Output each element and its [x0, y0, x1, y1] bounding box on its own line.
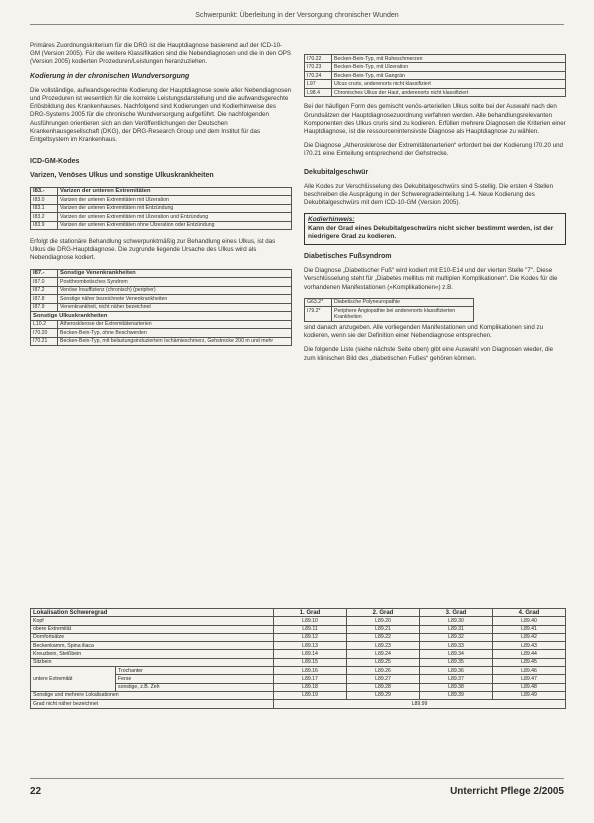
code-cell: I87.0	[31, 278, 58, 286]
header-cell: Lokalisation Schweregrad	[31, 609, 274, 617]
table-row	[31, 295, 292, 303]
code-cell: L89.99	[274, 700, 566, 708]
location-cell: untere Extremität	[31, 667, 116, 692]
heading-diabetischer-fuss: Diabetisches Fußsyndrom	[304, 252, 392, 260]
desc-cell: Becken-Bein-Typ, mit Ulzeration	[332, 63, 566, 71]
table-row	[31, 221, 292, 229]
heading-dekubitus: Dekubitalgeschwür	[304, 168, 369, 176]
sublocation-cell: Trochanter	[116, 667, 274, 675]
desc-cell: Venenkrankheit, nicht näher bezeichnet	[58, 303, 292, 311]
header-cell: 2. Grad	[347, 609, 420, 617]
desc-cell: Varizen der unteren Extremitäten mit Entzündung	[58, 204, 292, 212]
table-row	[305, 88, 566, 96]
location-cell: Kopf	[31, 617, 274, 625]
code-cell: I83.2	[31, 213, 58, 221]
table-row	[31, 329, 292, 337]
desc-cell: Becken-Bein-Typ, ohne Beschwerden	[58, 329, 292, 337]
paragraph-list-reference: Die folgende Liste (siehe nächste Seite oben) gibt eine Auswahl von Diagnosen wieder, die zum klinischen Bild des „diabetischen Fußes“ gehören können.	[304, 346, 554, 362]
right-column	[304, 54, 566, 369]
dekubitus-code-table-wrapper	[30, 608, 566, 709]
table-row	[31, 204, 292, 212]
location-cell: Grad nicht näher bezeichnet	[31, 700, 274, 708]
code-cell: I70.24	[305, 71, 332, 79]
code-cell: L89.39	[420, 691, 493, 699]
table-row	[31, 312, 292, 320]
code-cell: L89.38	[420, 683, 493, 691]
code-cell: L89.26	[347, 667, 420, 675]
desc-cell: Atherosklerose der Extremitätenarterien	[58, 320, 292, 328]
code-cell: L89.37	[420, 675, 493, 683]
paragraph-mixed-ulcus: Bei der häufigen Form des gemischt venös-arteriellen Ulkus sollte bei der Auswahl nach den Grundsätzen der Hauptdiagnosezuordnung verfahren werden. Alle behandlungsrelevanten Komponenten des Ulkus cruris sind zu kodieren. Erfüllen mehrere Diagnosen die Kriterien einer Hauptdiagnose, ist die ressourcenintensivste Diagnose als Hauptdiagnose zu wählen.	[304, 103, 566, 136]
paragraph-dekubitus: Alle Kodes zur Verschlüsselung des Dekubitalgeschwürs sind 5-stellig. Die ersten 4 Stellen beschreiben die Ausprägung in der Schweregradeinteilung 1-4. Neue Kodierung des Dekubitalgeschwürs mit dem ICD-10-GM (Version 2005).	[304, 182, 554, 207]
table-row	[31, 625, 566, 633]
atherosklerose-table	[304, 54, 566, 97]
paragraph-atherosklerose: Die Diagnose „Atherosklerose der Extremitätenarterien“ erfordert bei der Kodierung I70.20 und I70.21 eine Einteilung entsprechend der Gehstrecke.	[304, 142, 563, 158]
code-cell: L89.20	[347, 617, 420, 625]
code-cell: L89.31	[420, 625, 493, 633]
code-cell: L89.32	[420, 633, 493, 641]
code-cell: L89.44	[493, 650, 566, 658]
location-cell: Sonstige und mehrere Lokalisationen	[31, 691, 274, 699]
desc-cell: Venöse Insuffizienz (chronisch) (peripher)	[58, 286, 292, 294]
table-row	[305, 80, 566, 88]
location-cell: Sitzbein	[31, 658, 274, 666]
desc-cell: Periphere Angiopathie bei anderenorts klassifizierten Krankheiten	[332, 307, 474, 322]
heading-varizen: Varizen, Venöses Ulkus und sonstige Ulkuskrankheiten	[30, 172, 214, 180]
manifestation-table	[304, 298, 474, 322]
table-row	[31, 337, 292, 345]
footer-divider	[30, 778, 564, 779]
table-row	[31, 213, 292, 221]
dekubitus-code-table	[30, 608, 566, 709]
code-cell: L89.48	[493, 683, 566, 691]
code-cell: I70.22	[305, 55, 332, 63]
code-cell: L89.27	[347, 675, 420, 683]
desc-cell: Sonstige Venenkrankheiten	[58, 269, 292, 277]
publication-title: Unterricht Pflege 2/2005	[450, 786, 564, 797]
table-row	[305, 55, 566, 63]
varizen-table	[30, 187, 292, 230]
table-header-row	[31, 609, 566, 617]
code-cell: L89.43	[493, 642, 566, 650]
code-cell: L89.46	[493, 667, 566, 675]
desc-cell: Varizen der unteren Extremitäten ohne Ulzeration oder Entzündung	[58, 221, 292, 229]
code-cell: I70.21	[31, 337, 58, 345]
header-divider	[30, 24, 564, 25]
code-cell: L89.14	[274, 650, 347, 658]
code-cell: L97	[305, 80, 332, 88]
desc-cell: Becken-Bein-Typ, mit Gangrän	[332, 71, 566, 79]
code-cell: L98.4	[305, 88, 332, 96]
coding-hint-box	[304, 213, 566, 245]
desc-cell: Becken-Bein-Typ, mit Ruheschmerzen	[332, 55, 566, 63]
code-cell: L89.23	[347, 642, 420, 650]
code-cell: L10.2	[31, 320, 58, 328]
header-cell: 1. Grad	[274, 609, 347, 617]
location-cell: obere Extremität	[31, 625, 274, 633]
subheading-kodierung: Kodierung in der chronischen Wundversorgung	[30, 72, 190, 80]
desc-cell: Varizen der unteren Extremitäten mit Ulzeration und Entzündung	[58, 213, 292, 221]
code-cell: L89.45	[493, 658, 566, 666]
code-cell: L89.49	[493, 691, 566, 699]
desc-cell: Varizen der unteren Extremitäten	[58, 187, 292, 195]
code-cell: L89.11	[274, 625, 347, 633]
header-cell: 3. Grad	[420, 609, 493, 617]
code-cell: L89.12	[274, 633, 347, 641]
code-cell: L89.25	[347, 658, 420, 666]
table-row	[31, 691, 566, 699]
sublocation-cell: sonstige, z.B. Zeh	[116, 683, 274, 691]
code-cell: L89.22	[347, 633, 420, 641]
table-row	[305, 63, 566, 71]
hint-label: Kodierhinweis:	[308, 216, 355, 224]
table-row	[31, 303, 292, 311]
desc-cell: Postthrombotisches Syndrom	[58, 278, 292, 286]
heading-icd-codes: ICD-GM-Kodes	[30, 158, 80, 166]
intro-paragraph: Primäres Zuordnungskriterium für die DRG ist die Hauptdiagnose basierend auf der ICD-10-GM (Version 2005). Für die weitere Klassifikation sind die Nebendiagnosen und die in den OPS (Version 2005) kodierten Prozeduren/Leistungen heranzuziehen.	[30, 42, 292, 66]
code-cell: L89.33	[420, 642, 493, 650]
table-row	[31, 700, 566, 708]
code-cell: I83.1	[31, 204, 58, 212]
header-cell: 4. Grad	[493, 609, 566, 617]
location-cell: Dornfortsätze	[31, 633, 274, 641]
desc-cell: Diabetische Polyneuropathie	[332, 298, 474, 306]
code-cell: L89.41	[493, 625, 566, 633]
code-cell: L89.36	[420, 667, 493, 675]
code-cell: L89.21	[347, 625, 420, 633]
left-column	[30, 42, 292, 346]
table-row	[31, 667, 566, 675]
desc-cell: Chronisches Ulkus der Haut, anderenorts nicht klassifiziert	[332, 88, 566, 96]
code-cell: I83.9	[31, 221, 58, 229]
table-row	[31, 642, 566, 650]
page-number: 22	[30, 786, 42, 797]
code-cell: L89.30	[420, 617, 493, 625]
code-cell: L89.42	[493, 633, 566, 641]
table-row	[31, 278, 292, 286]
code-cell: I79.2*	[305, 307, 332, 322]
code-cell: I83.-	[31, 187, 58, 195]
running-header: Schwerpunkt: Überleitung in der Versorgung chronischer Wunden	[195, 12, 399, 19]
sublocation-cell: Ferse	[116, 675, 274, 683]
code-cell: G63.2*	[305, 298, 332, 306]
venen-table	[30, 269, 292, 346]
desc-cell: Ulcus cruris, anderenorts nicht klassifiziert	[332, 80, 566, 88]
code-cell: I87.8	[31, 295, 58, 303]
code-cell: L89.28	[347, 683, 420, 691]
table-subheading: Sonstige Ulkuskrankheiten	[31, 312, 292, 320]
table-row	[31, 658, 566, 666]
paragraph-kodierung: Die vollständige, aufwandsgerechte Kodierung der Hauptdiagnose sowie aller Nebendiagnosen und Prozeduren ist wesentlich für die korrekte Leistungsdarstellung und die aufwandsgerechte Erlösbildung des Krankenhauses. Nachfolgend sind Kodierungen und Kodierhinweise des DRG-Systems 2005 für die chronische Wundversorgung aufgeführt. Die nachfolgenden Ausführungen orientieren sich an den Veröffentlichungen der Deutschen Krankenhausgesellschaft (DKG), der DRG-Research Group und dem Institut für das Entgeltsystem im Krankenhaus.	[30, 86, 292, 144]
desc-cell: Varizen der unteren Extremitäten mit Ulzeration	[58, 196, 292, 204]
code-cell: L89.47	[493, 675, 566, 683]
code-cell: L89.10	[274, 617, 347, 625]
code-cell: L89.29	[347, 691, 420, 699]
code-cell: I70.20	[31, 329, 58, 337]
code-cell: L89.34	[420, 650, 493, 658]
code-cell: L89.40	[493, 617, 566, 625]
code-cell: I87.-	[31, 269, 58, 277]
desc-cell: Sonstige näher bezeichnete Venenkrankheiten	[58, 295, 292, 303]
table-row	[31, 650, 566, 658]
code-cell: I83.0	[31, 196, 58, 204]
table-row	[31, 320, 292, 328]
code-cell: L89.35	[420, 658, 493, 666]
code-cell: L89.24	[347, 650, 420, 658]
table-row	[31, 187, 292, 195]
code-cell: I70.23	[305, 63, 332, 71]
table-row	[305, 71, 566, 79]
code-cell: I87.2	[31, 286, 58, 294]
desc-cell: Becken-Bein-Typ, mit belastungsinduziertem Ischämieschmerz, Gehstrecke 200 m und mehr	[58, 337, 292, 345]
location-cell: Beckenkamm, Spina iliaca	[31, 642, 274, 650]
code-cell: L89.16	[274, 667, 347, 675]
code-cell: L89.18	[274, 683, 347, 691]
table-row	[31, 269, 292, 277]
code-cell: I87.9	[31, 303, 58, 311]
location-cell: Kreuzbein, Steißbein	[31, 650, 274, 658]
code-cell: L89.17	[274, 675, 347, 683]
paragraph-manifestations: sind danach anzugeben. Alle vorliegenden Manifestationen und Komplikationen sind zu kodieren, wenn sie der Definition einer Nebendiagnose entsprechen.	[304, 324, 544, 340]
table-row	[31, 617, 566, 625]
hint-text: Kann der Grad eines Dekubitalgeschwürs nicht sicher bestimmt werden, ist der niedrigere Grad zu kodieren.	[308, 224, 554, 241]
paragraph-diabetes: Die Diagnose „Diabetischer Fuß“ wird kodiert mit E10-E14 und der vierten Stelle "7". Diese Verschlüsselung steht für „Diabetes mellitus mit multiplen Komplikationen“. Die Kodes für die vorhandenen Manifestationen (»Komplikationen«) z.B.	[304, 267, 558, 291]
code-cell: L89.13	[274, 642, 347, 650]
table-row	[31, 633, 566, 641]
table-row	[31, 196, 292, 204]
table-row	[305, 307, 474, 322]
table-row	[31, 286, 292, 294]
code-cell: L89.19	[274, 691, 347, 699]
code-cell: L89.15	[274, 658, 347, 666]
paragraph-ulkus: Erfolgt die stationäre Behandlung schwerpunktmäßig zur Behandlung eines Ulkus, ist das Ulkus die DRG-Hauptdiagnose. Die zugrunde liegende Ursache des Ulkus wird als Nebendiagnose kodiert.	[30, 238, 276, 262]
table-row	[305, 298, 474, 306]
